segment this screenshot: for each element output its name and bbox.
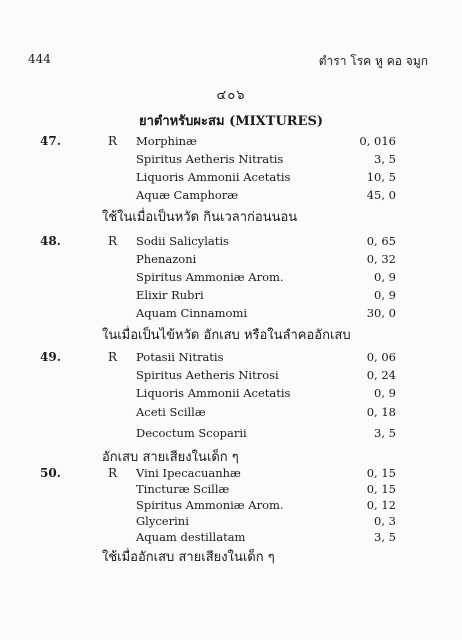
ingredient-name: Spiritus Ammoniæ Arom. xyxy=(136,498,284,512)
usage-note: ใช้เมื่ออักเสบ สายเสียงในเด็ก ๆ xyxy=(102,550,275,565)
ingredient-amount: 0, 24 xyxy=(366,368,396,382)
ingredient-amount: 0, 65 xyxy=(366,234,396,248)
rx-symbol: R xyxy=(108,134,118,148)
ingredient-name: Elixir Rubri xyxy=(136,288,204,302)
ingredient-amount: 30, 0 xyxy=(366,306,396,320)
ingredient-name: Decoctum Scoparii xyxy=(136,426,247,440)
prescription-number: 47. xyxy=(40,134,61,148)
ingredient-name: Liquoris Ammonii Acetatis xyxy=(136,170,291,184)
ingredient-amount: 10, 5 xyxy=(366,170,396,184)
prescription-number: 50. xyxy=(40,466,61,480)
ingredient-amount: 0, 15 xyxy=(366,466,396,480)
usage-note: ใช้ในเมื่อเป็นหวัด กินเวลาก่อนนอน xyxy=(102,210,298,225)
ingredient-amount: 3, 5 xyxy=(374,530,396,544)
ingredient-amount: 0, 016 xyxy=(359,134,396,148)
ingredient-amount: 0, 15 xyxy=(366,482,396,496)
ingredient-name: Glycerini xyxy=(136,514,189,528)
prescription-number: 48. xyxy=(40,234,61,248)
ingredient-name: Phenazoni xyxy=(136,252,197,266)
ingredient-name: Aquæ Camphoræ xyxy=(136,188,239,202)
ingredient-name: Spiritus Ammoniæ Arom. xyxy=(136,270,284,284)
ingredient-amount: 3, 5 xyxy=(374,152,396,166)
ingredient-name: Potasii Nitratis xyxy=(136,350,224,364)
running-title: ตำรา โรค หู คอ จมูก xyxy=(318,54,428,68)
prescription-number: 49. xyxy=(40,350,61,364)
ingredient-amount: 0, 3 xyxy=(374,514,396,528)
ingredient-name: Morphinæ xyxy=(136,134,197,148)
ingredient-amount: 0, 9 xyxy=(374,386,396,400)
ingredient-name: Vini Ipecacuanhæ xyxy=(136,466,241,480)
ingredient-name: Spiritus Aetheris Nitratis xyxy=(136,152,284,166)
page-number: 444 xyxy=(28,52,51,66)
ingredient-name: Spiritus Aetheris Nitrosi xyxy=(136,368,279,382)
section-number: ๔๐๖ xyxy=(216,88,246,103)
ingredient-name: Aquam Cinnamomi xyxy=(136,306,248,320)
ingredient-name: Tincturæ Scillæ xyxy=(136,482,230,496)
rx-symbol: R xyxy=(108,350,118,364)
ingredient-amount: 0, 12 xyxy=(366,498,396,512)
title-thai: ยาตำหรับผะสม xyxy=(138,114,225,129)
ingredient-amount: 0, 9 xyxy=(374,270,396,284)
ingredient-amount: 0, 18 xyxy=(366,405,396,419)
ingredient-name: Sodii Salicylatis xyxy=(136,234,229,248)
usage-note: ในเมื่อเป็นไข้หวัด อักเสบ หรือในลำคออักเสบ xyxy=(102,328,351,343)
rx-symbol: R xyxy=(108,234,118,248)
ingredient-amount: 0, 9 xyxy=(374,288,396,302)
page-title xyxy=(0,110,462,131)
usage-note: อักเสบ สายเสียงในเด็ก ๆ xyxy=(102,450,239,465)
title-latin: (MIXTURES) xyxy=(229,114,324,129)
ingredient-amount: 0, 06 xyxy=(366,350,396,364)
ingredient-amount: 45, 0 xyxy=(366,188,396,202)
ingredient-name: Liquoris Ammonii Acetatis xyxy=(136,386,291,400)
rx-symbol: R xyxy=(108,466,118,480)
ingredient-amount: 0, 32 xyxy=(366,252,396,266)
ingredient-amount: 3, 5 xyxy=(374,426,396,440)
ingredient-name: Aceti Scillæ xyxy=(136,405,206,419)
ingredient-name: Aquam destillatam xyxy=(136,530,246,544)
